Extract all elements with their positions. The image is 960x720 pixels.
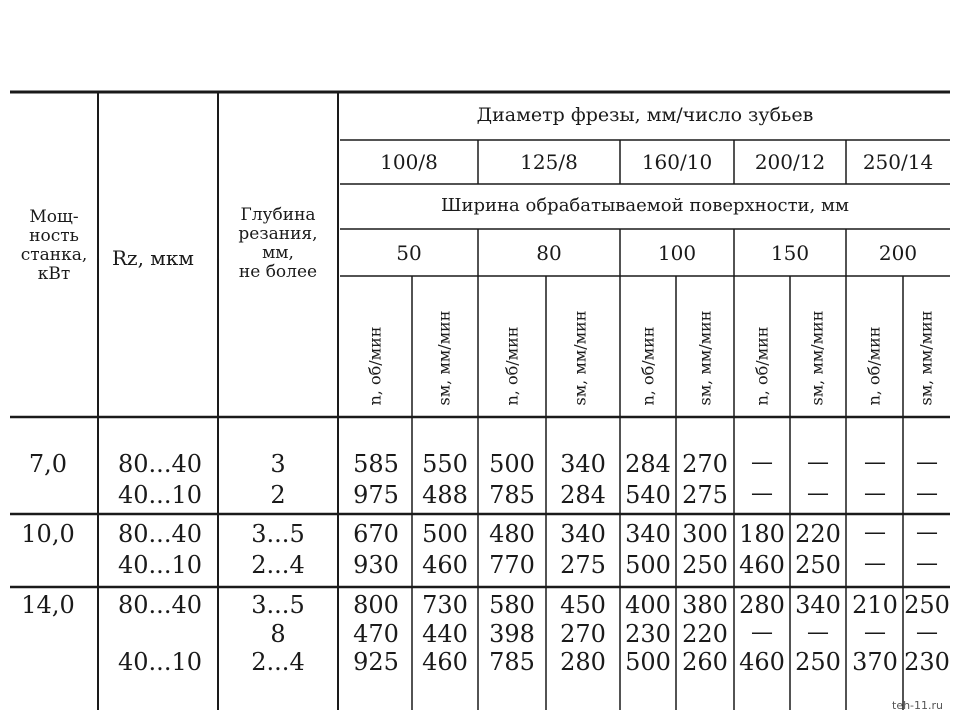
table-cell: 275 bbox=[682, 481, 728, 509]
width-cell: 150 bbox=[770, 241, 810, 265]
table-cell: 300 bbox=[682, 520, 728, 548]
table-cell: — bbox=[916, 520, 938, 545]
power-cell: 7,0 bbox=[28, 450, 68, 478]
width-cell: 50 bbox=[396, 241, 422, 265]
table-cell: 340 bbox=[560, 520, 606, 548]
table-cell: 450 bbox=[560, 591, 606, 619]
table-cell: 785 bbox=[489, 648, 535, 676]
table-cell: — bbox=[751, 481, 773, 506]
depth-cell: 8 bbox=[270, 620, 286, 648]
rz-cell: 40...10 bbox=[118, 551, 202, 579]
rz-cell: 80...40 bbox=[118, 520, 202, 548]
watermark: teh-11.ru bbox=[892, 699, 944, 712]
table-cell: 340 bbox=[795, 591, 841, 619]
table-cell: 540 bbox=[625, 481, 671, 509]
depth-cell: 2...4 bbox=[251, 551, 305, 579]
table-cell: — bbox=[916, 620, 938, 645]
table-cell: 440 bbox=[422, 620, 468, 648]
table-cell: — bbox=[864, 481, 886, 506]
power-cell: 14,0 bbox=[21, 591, 75, 619]
diameter-cell: 250/14 bbox=[862, 150, 934, 174]
table-cell: 180 bbox=[739, 520, 785, 548]
s-label: sм, мм/мин bbox=[434, 310, 454, 406]
table-cell: 670 bbox=[353, 520, 399, 548]
table-cell: 380 bbox=[682, 591, 728, 619]
diameter-cell: 100/8 bbox=[380, 150, 438, 174]
table-cell: 770 bbox=[489, 551, 535, 579]
s-label: sм, мм/мин bbox=[570, 310, 590, 406]
rz-cell: 80...40 bbox=[118, 591, 202, 619]
table-cell: 284 bbox=[625, 450, 671, 478]
rz-cell: 80...40 bbox=[118, 450, 202, 478]
depth-cell: 2 bbox=[270, 481, 286, 509]
table-cell: 250 bbox=[795, 648, 841, 676]
s-label: sм, мм/мин bbox=[807, 310, 827, 406]
table-cell: 460 bbox=[422, 551, 468, 579]
table-cell: 800 bbox=[353, 591, 399, 619]
table-cell: 250 bbox=[682, 551, 728, 579]
n-label: n, об/мин bbox=[752, 326, 772, 406]
depth-cell: 3...5 bbox=[251, 520, 305, 548]
table-cell: 230 bbox=[625, 620, 671, 648]
table-cell: 580 bbox=[489, 591, 535, 619]
table-cell: 400 bbox=[625, 591, 671, 619]
table-cell: 975 bbox=[353, 481, 399, 509]
table-cell: 250 bbox=[795, 551, 841, 579]
table-cell: 925 bbox=[353, 648, 399, 676]
diameter-cell: 160/10 bbox=[641, 150, 713, 174]
diameter-cell: 125/8 bbox=[520, 150, 578, 174]
table-cell: 488 bbox=[422, 481, 468, 509]
s-label: sм, мм/мин bbox=[695, 310, 715, 406]
power-cell: 10,0 bbox=[21, 520, 75, 548]
table-cell: 398 bbox=[489, 620, 535, 648]
table-cell: — bbox=[807, 481, 829, 506]
width-cell: 100 bbox=[657, 241, 697, 265]
table-cell: 230 bbox=[904, 648, 950, 676]
table-cell: 500 bbox=[625, 648, 671, 676]
table-cell: — bbox=[864, 520, 886, 545]
table-cell: 220 bbox=[795, 520, 841, 548]
table-cell: 470 bbox=[353, 620, 399, 648]
table-cell: — bbox=[864, 620, 886, 645]
depth-cell: 2...4 bbox=[251, 648, 305, 676]
table-cell: 460 bbox=[422, 648, 468, 676]
header-power: Мощ- ность станка, кВт bbox=[20, 207, 88, 284]
header-depth: Глубина резания, мм, не более bbox=[238, 205, 318, 282]
table-cell: 500 bbox=[489, 450, 535, 478]
table-cell: 210 bbox=[852, 591, 898, 619]
diameter-title: Диаметр фрезы, мм/число зубьев bbox=[476, 104, 814, 126]
n-label: n, об/мин bbox=[638, 326, 658, 406]
table-cell: — bbox=[751, 620, 773, 645]
table-cell: 280 bbox=[739, 591, 785, 619]
table-cell: 284 bbox=[560, 481, 606, 509]
n-label: n, об/мин bbox=[365, 326, 385, 406]
table-cell: 280 bbox=[560, 648, 606, 676]
width-cell: 80 bbox=[536, 241, 562, 265]
table-cell: 500 bbox=[422, 520, 468, 548]
table-cell: — bbox=[916, 450, 938, 475]
table-cell: — bbox=[751, 450, 773, 475]
table-cell: — bbox=[807, 450, 829, 475]
table-cell: 340 bbox=[560, 450, 606, 478]
table-cell: — bbox=[864, 450, 886, 475]
table-cell: — bbox=[807, 620, 829, 645]
table-cell: — bbox=[864, 551, 886, 576]
width-title: Ширина обрабатываемой поверхности, мм bbox=[441, 195, 849, 216]
table-cell: — bbox=[916, 481, 938, 506]
table-cell: 730 bbox=[422, 591, 468, 619]
table-cell: 270 bbox=[682, 450, 728, 478]
table-cell: 250 bbox=[904, 591, 950, 619]
diameter-cell: 200/12 bbox=[754, 150, 826, 174]
s-label: sм, мм/мин bbox=[916, 310, 936, 406]
table-cell: — bbox=[916, 551, 938, 576]
depth-cell: 3 bbox=[270, 450, 286, 478]
table-cell: 500 bbox=[625, 551, 671, 579]
table-cell: 220 bbox=[682, 620, 728, 648]
table-cell: 550 bbox=[422, 450, 468, 478]
table-cell: 785 bbox=[489, 481, 535, 509]
rz-cell: 40...10 bbox=[118, 481, 202, 509]
table-cell: 275 bbox=[560, 551, 606, 579]
n-label: n, об/мин bbox=[502, 326, 522, 406]
table-cell: 270 bbox=[560, 620, 606, 648]
table-cell: 930 bbox=[353, 551, 399, 579]
table-cell: 460 bbox=[739, 648, 785, 676]
table-cell: 370 bbox=[852, 648, 898, 676]
table-cell: 340 bbox=[625, 520, 671, 548]
header-rz: Rz, мкм bbox=[112, 246, 194, 270]
table-cell: 260 bbox=[682, 648, 728, 676]
table-cell: 460 bbox=[739, 551, 785, 579]
table-cell: 585 bbox=[353, 450, 399, 478]
width-cell: 200 bbox=[878, 241, 918, 265]
depth-cell: 3...5 bbox=[251, 591, 305, 619]
rz-cell: 40...10 bbox=[118, 648, 202, 676]
table-cell: 480 bbox=[489, 520, 535, 548]
n-label: n, об/мин bbox=[864, 326, 884, 406]
